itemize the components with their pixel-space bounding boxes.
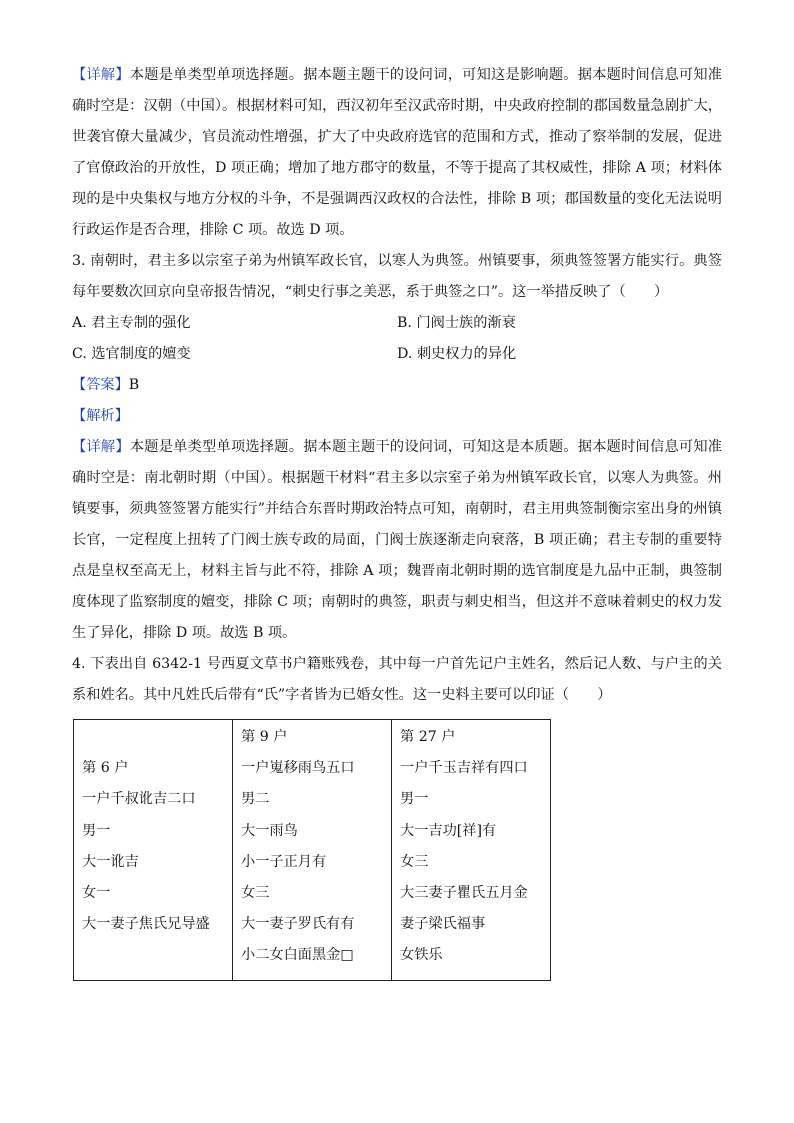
table-line: 男一 <box>82 822 111 839</box>
option-c: C. 选官制度的嬗变 <box>72 346 191 362</box>
table-line: 妻子梁氏福事 <box>400 916 486 933</box>
household-6-cell <box>74 720 233 981</box>
q3-analysis-heading <box>72 401 722 432</box>
table-line: 女三 <box>400 853 429 870</box>
table-line: 大一讹吉 <box>82 853 139 870</box>
household-register-table <box>73 719 551 981</box>
q3-detail-paragraph: 【详解】本题是单类型单项选择题。据本题主题干的设问词，可知这是本质题。据本题时间信息可知准确时空是：南北朝时期（中国）。根据题干材料“君主多以宗室子弟为州镇军政长官，以寒人为典签。州镇要事，须典签签署方能实行”并结合东晋时期政治特点可知，南朝时，君主用典签制衡宗室出身的州镇长官，一定程度上扭转了门阀士族专政的局面，门阀士族逐渐走向衰落，B 项正确；君主专制的重要特点是皇权至高无上，材料主旨与此不符，排除 A 项；魏晋南北朝时期的选官制度是九品中正制，典签制度体现了监察制度的嬗变，排除 C 项；南朝时的典签，职责与刺史相当，但这并不意味着刺史的权力发生了异化，排除 D 项。故选 B 项。 <box>72 439 722 641</box>
table-line: 女一 <box>82 885 111 902</box>
document-page <box>72 60 722 981</box>
table-line <box>82 722 224 753</box>
table-line: 男二 <box>241 791 270 808</box>
table-line: 小一子正月有 <box>241 853 327 870</box>
household-9-cell <box>233 720 392 981</box>
table-line: 大一妻子罗氏有有 <box>241 916 355 933</box>
q2-detail-paragraph: 【详解】本题是单类型单项选择题。据本题主题干的设问词，可知这是影响题。据本题时间信息可知准确时空是：汉朝（中国）。根据材料可知，西汉初年至汉武帝时期，中央政府控制的郡国数量急剧扩大，世袭官僚大量减少，官员流动性增强，扩大了中央政府选官的范围和方式，推动了察举制的发展，促进了官僚政治的开放性，D 项正确；增加了地方郡守的数量，不等于提高了其权威性，排除 A 项；材料体现的是中央集权与地方分权的斗争，不是强调西汉政权的合法性，排除 B 项；郡国数量的变化无法说明行政运作是否合理，排除 C 项。故选 D 项。 <box>72 67 722 238</box>
option-b: B. 门阀士族的渐衰 <box>397 315 516 331</box>
option-a: A. 君主专制的强化 <box>72 315 191 331</box>
option-d: D. 刺史权力的异化 <box>397 346 517 362</box>
table-line: 女铁乐 <box>400 947 443 964</box>
table-line: 大一妻子焦氏兄导盛 <box>82 916 210 933</box>
q3-options-row-1 <box>72 308 722 339</box>
q3-options-row-2 <box>72 339 722 370</box>
table-line: 男一 <box>400 791 429 808</box>
table-line: 第 9 户 <box>241 729 288 745</box>
table-line: 女三 <box>241 885 270 902</box>
detail-tag: 【详解】 <box>72 439 130 455</box>
q4-stem: 4. 下表出自 6342-1 号西夏文草书户籍账残卷，其中每一户首先记户主姓名，然后记人数、与户主的关系和姓名。其中凡姓氏后带有“氏”字者皆为已婚女性。这一史料主要可以印证（ ） <box>72 656 722 703</box>
table-row <box>74 720 551 981</box>
table-line: 小二女白面黑金□ <box>241 947 354 964</box>
table-line: 一户千叔讹吉二口 <box>82 791 196 808</box>
table-line: 大一吉功[祥]有 <box>400 822 497 839</box>
table-line: 第 27 户 <box>400 729 456 745</box>
table-line: 大一雨鸟 <box>241 822 298 839</box>
table-line: 第 6 户 <box>82 760 129 777</box>
detail-tag: 【详解】 <box>72 67 130 83</box>
table-line: 大三妻子瞿氏五月金 <box>400 885 528 902</box>
q3-answer <box>72 370 722 401</box>
household-27-cell <box>392 720 551 981</box>
answer-value: B <box>128 377 140 393</box>
table-line: 一户嵬移雨鸟五口 <box>241 760 355 777</box>
q3-stem: 3. 南朝时，君主多以宗室子弟为州镇军政长官，以寒人为典签。州镇要事，须典签签署方能实行。典签每年要数次回京向皇帝报告情况，“刺史行事之美恶，系于典签之口”。这一举措反映了（ ） <box>72 253 722 300</box>
analysis-tag: 【解析】 <box>72 408 129 424</box>
answer-tag: 【答案】 <box>72 377 129 393</box>
table-line: 一户千玉吉祥有四口 <box>400 760 528 777</box>
